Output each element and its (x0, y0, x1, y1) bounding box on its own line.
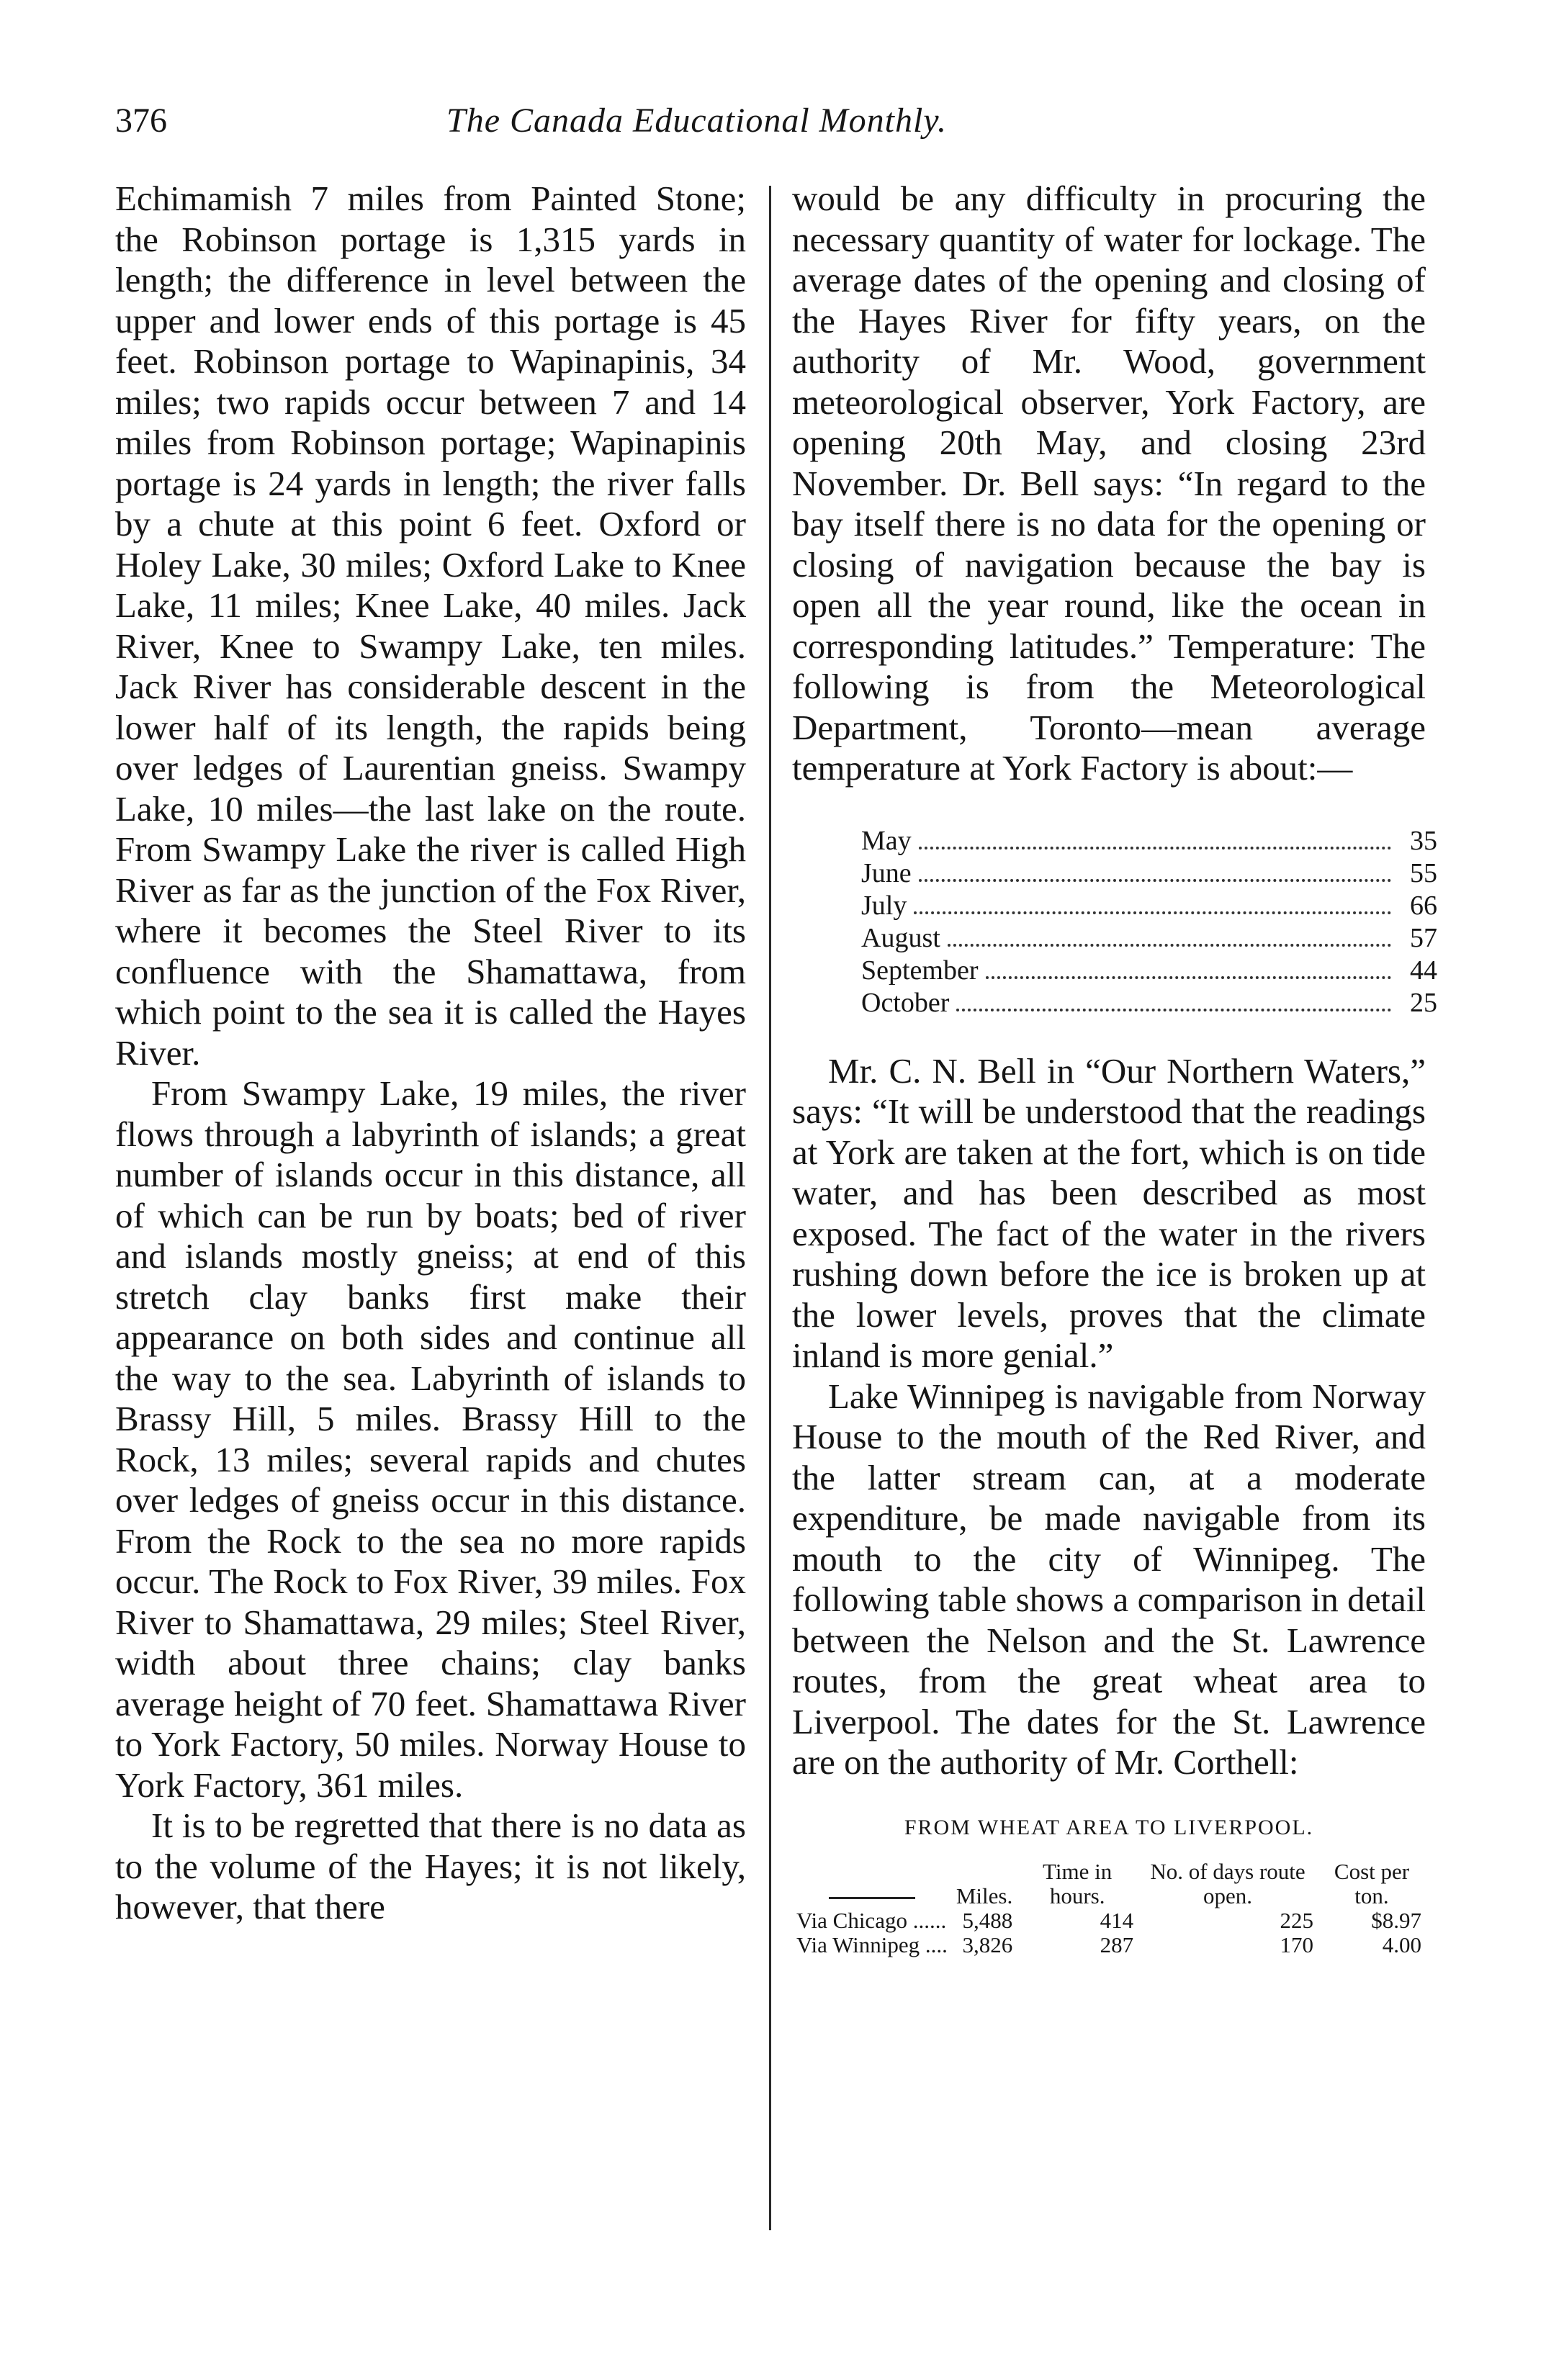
miles-cell: 3,826 (962, 1932, 1013, 1957)
temperature-value: 55 (1410, 857, 1437, 888)
cost-header: Cost per ton. (1334, 1859, 1410, 1908)
table-header-row (792, 1860, 1426, 1908)
route-comparison-table (792, 1860, 1426, 1957)
page-number: 376 (115, 102, 167, 140)
table-row (792, 1908, 1426, 1933)
days-cell: 225 (1280, 1908, 1313, 1933)
table-title: FROM WHEAT AREA TO LIVERPOOL. (904, 1815, 1314, 1839)
temperature-month: May (861, 825, 912, 856)
temperature-row (861, 922, 1437, 955)
miles-cell: 5,488 (962, 1908, 1013, 1933)
temperature-month: August (861, 922, 940, 953)
paragraph: From Swampy Lake, 19 miles, the river flows through a labyrinth of islands; a great number of islands occur in this distance, all of which can be run by boats; bed of river and islands mostly gneiss; at end of this stretch clay banks first make their appearance on both sides and continue all the way to the sea. Labyrinth of islands to Brassy Hill, 5 miles. Brassy Hill to the Rock, 13 miles; several rapids and chutes over ledges of gneiss occur in this distance. From the Rock to the sea no more rapids occur. The Rock to Fox River, 39 miles. Fox River to Shamattawa, 29 miles; Steel River, width about three chains; clay banks average height of 70 feet. Shamattawa River to York Factory, 50 miles. Norway House to York Factory, 361 miles. (115, 1073, 746, 1805)
dot-leader (914, 911, 1391, 914)
temperature-value: 25 (1410, 987, 1437, 1018)
paragraph: Echimamish 7 miles from Painted Stone; the Robinson portage is 1,315 yards in length; the difference in level between the upper and lower ends of this portage is 45 feet. Robinson portage to Wapinapinis, 34 miles; two rapids occur between 7 and 14 miles from Robinson portage; Wapinapinis portage is 24 yards in length; the river falls by a chute at this point 6 feet. Oxford or Holey Lake, 30 miles; Oxford Lake to Knee Lake, 11 miles; Knee Lake, 40 miles. Jack River, Knee to Swampy Lake, ten miles. Jack River has considerable descent in the lower half of its length, the rapids being over ledges of Laurentian gneiss. Swampy Lake, 10 miles—the last lake on the route. From Swampy Lake the river is called High River as far as the junction of the Fox River, where it becomes the Steel River to its confluence with the Shamattawa, from which point to the sea it is called the Hayes River. (115, 179, 746, 1073)
temperature-value: 57 (1410, 922, 1437, 953)
cost-cell: $8.97 (1371, 1908, 1421, 1933)
column-divider (769, 186, 771, 2230)
dot-leader (919, 847, 1391, 849)
temperature-value: 66 (1410, 890, 1437, 921)
cost-cell: 4.00 (1382, 1932, 1421, 1957)
table-row (792, 1933, 1426, 1957)
time-cell: 287 (1100, 1932, 1134, 1957)
page-header (115, 101, 1354, 151)
temperature-row (861, 857, 1437, 890)
paragraph: would be any difficulty in procuring the necessary quantity of water for lockage. The average dates of the opening and closing of the Hayes River for fifty years, on the authority of Mr. Wood, government meteorological observer, York Factory, are opening 20th May, and closing 23rd November. Dr. Bell says: “In regard to the bay itself there is no data for the opening or closing of navigation because the bay is open all the year round, like the ocean in corresponding latitudes.” Temperature: The following is from the Meteorological Department, Toronto—mean average temperature at York Factory is about:— (792, 179, 1426, 788)
temperature-row (861, 987, 1437, 1019)
temperature-list (861, 825, 1437, 1019)
temperature-month: June (861, 857, 912, 888)
route-cell: Via Winnipeg .... (796, 1932, 948, 1957)
paragraph: It is to be regretted that there is no data as to the volume of the Hayes; it is not likely, however, that there (115, 1806, 746, 1926)
temperature-month: September (861, 955, 979, 986)
temperature-value: 44 (1410, 955, 1437, 986)
temperature-value: 35 (1410, 825, 1437, 856)
days-header: No. of days route open. (1150, 1859, 1305, 1908)
route-header (792, 1860, 952, 1908)
temperature-month: October (861, 987, 950, 1018)
dot-leader (986, 976, 1391, 979)
days-cell: 170 (1280, 1932, 1313, 1957)
route-cell: Via Chicago ...... (796, 1908, 947, 1933)
dot-leader (948, 944, 1391, 947)
dash-rule (829, 1897, 915, 1899)
temperature-row (861, 825, 1437, 857)
dot-leader (919, 879, 1391, 882)
paragraph: Lake Winnipeg is navigable from Norway House to the mouth of the Red River, and the latter stream can, at a moderate expenditure, be made navigable from its mouth to the city of Winnipeg. The following table shows a comparison in detail between the Nelson and the St. Lawrence routes, from the great wheat area to Liverpool. The dates for the St. Lawrence are on the authority of Mr. Corthell: (792, 1376, 1426, 1782)
temperature-month: July (861, 890, 907, 921)
left-column (115, 179, 746, 1928)
time-header: Time in hours. (1043, 1859, 1113, 1908)
miles-header: Miles. (956, 1883, 1013, 1908)
temperature-row (861, 955, 1437, 987)
temperature-row (861, 890, 1437, 922)
time-cell: 414 (1100, 1908, 1134, 1933)
paragraph: Mr. C. N. Bell in “Our Northern Waters,” says: “It will be understood that the readings at York are taken at the fort, which is on tide water, and has been described as most exposed. The fact of the water in the rivers rushing down before the ice is broken up at the lower levels, proves that the climate inland is more genial.” (792, 1050, 1426, 1375)
right-column (792, 179, 1437, 1957)
dot-leader (956, 1009, 1391, 1011)
running-title: The Canada Educational Monthly. (446, 102, 947, 140)
